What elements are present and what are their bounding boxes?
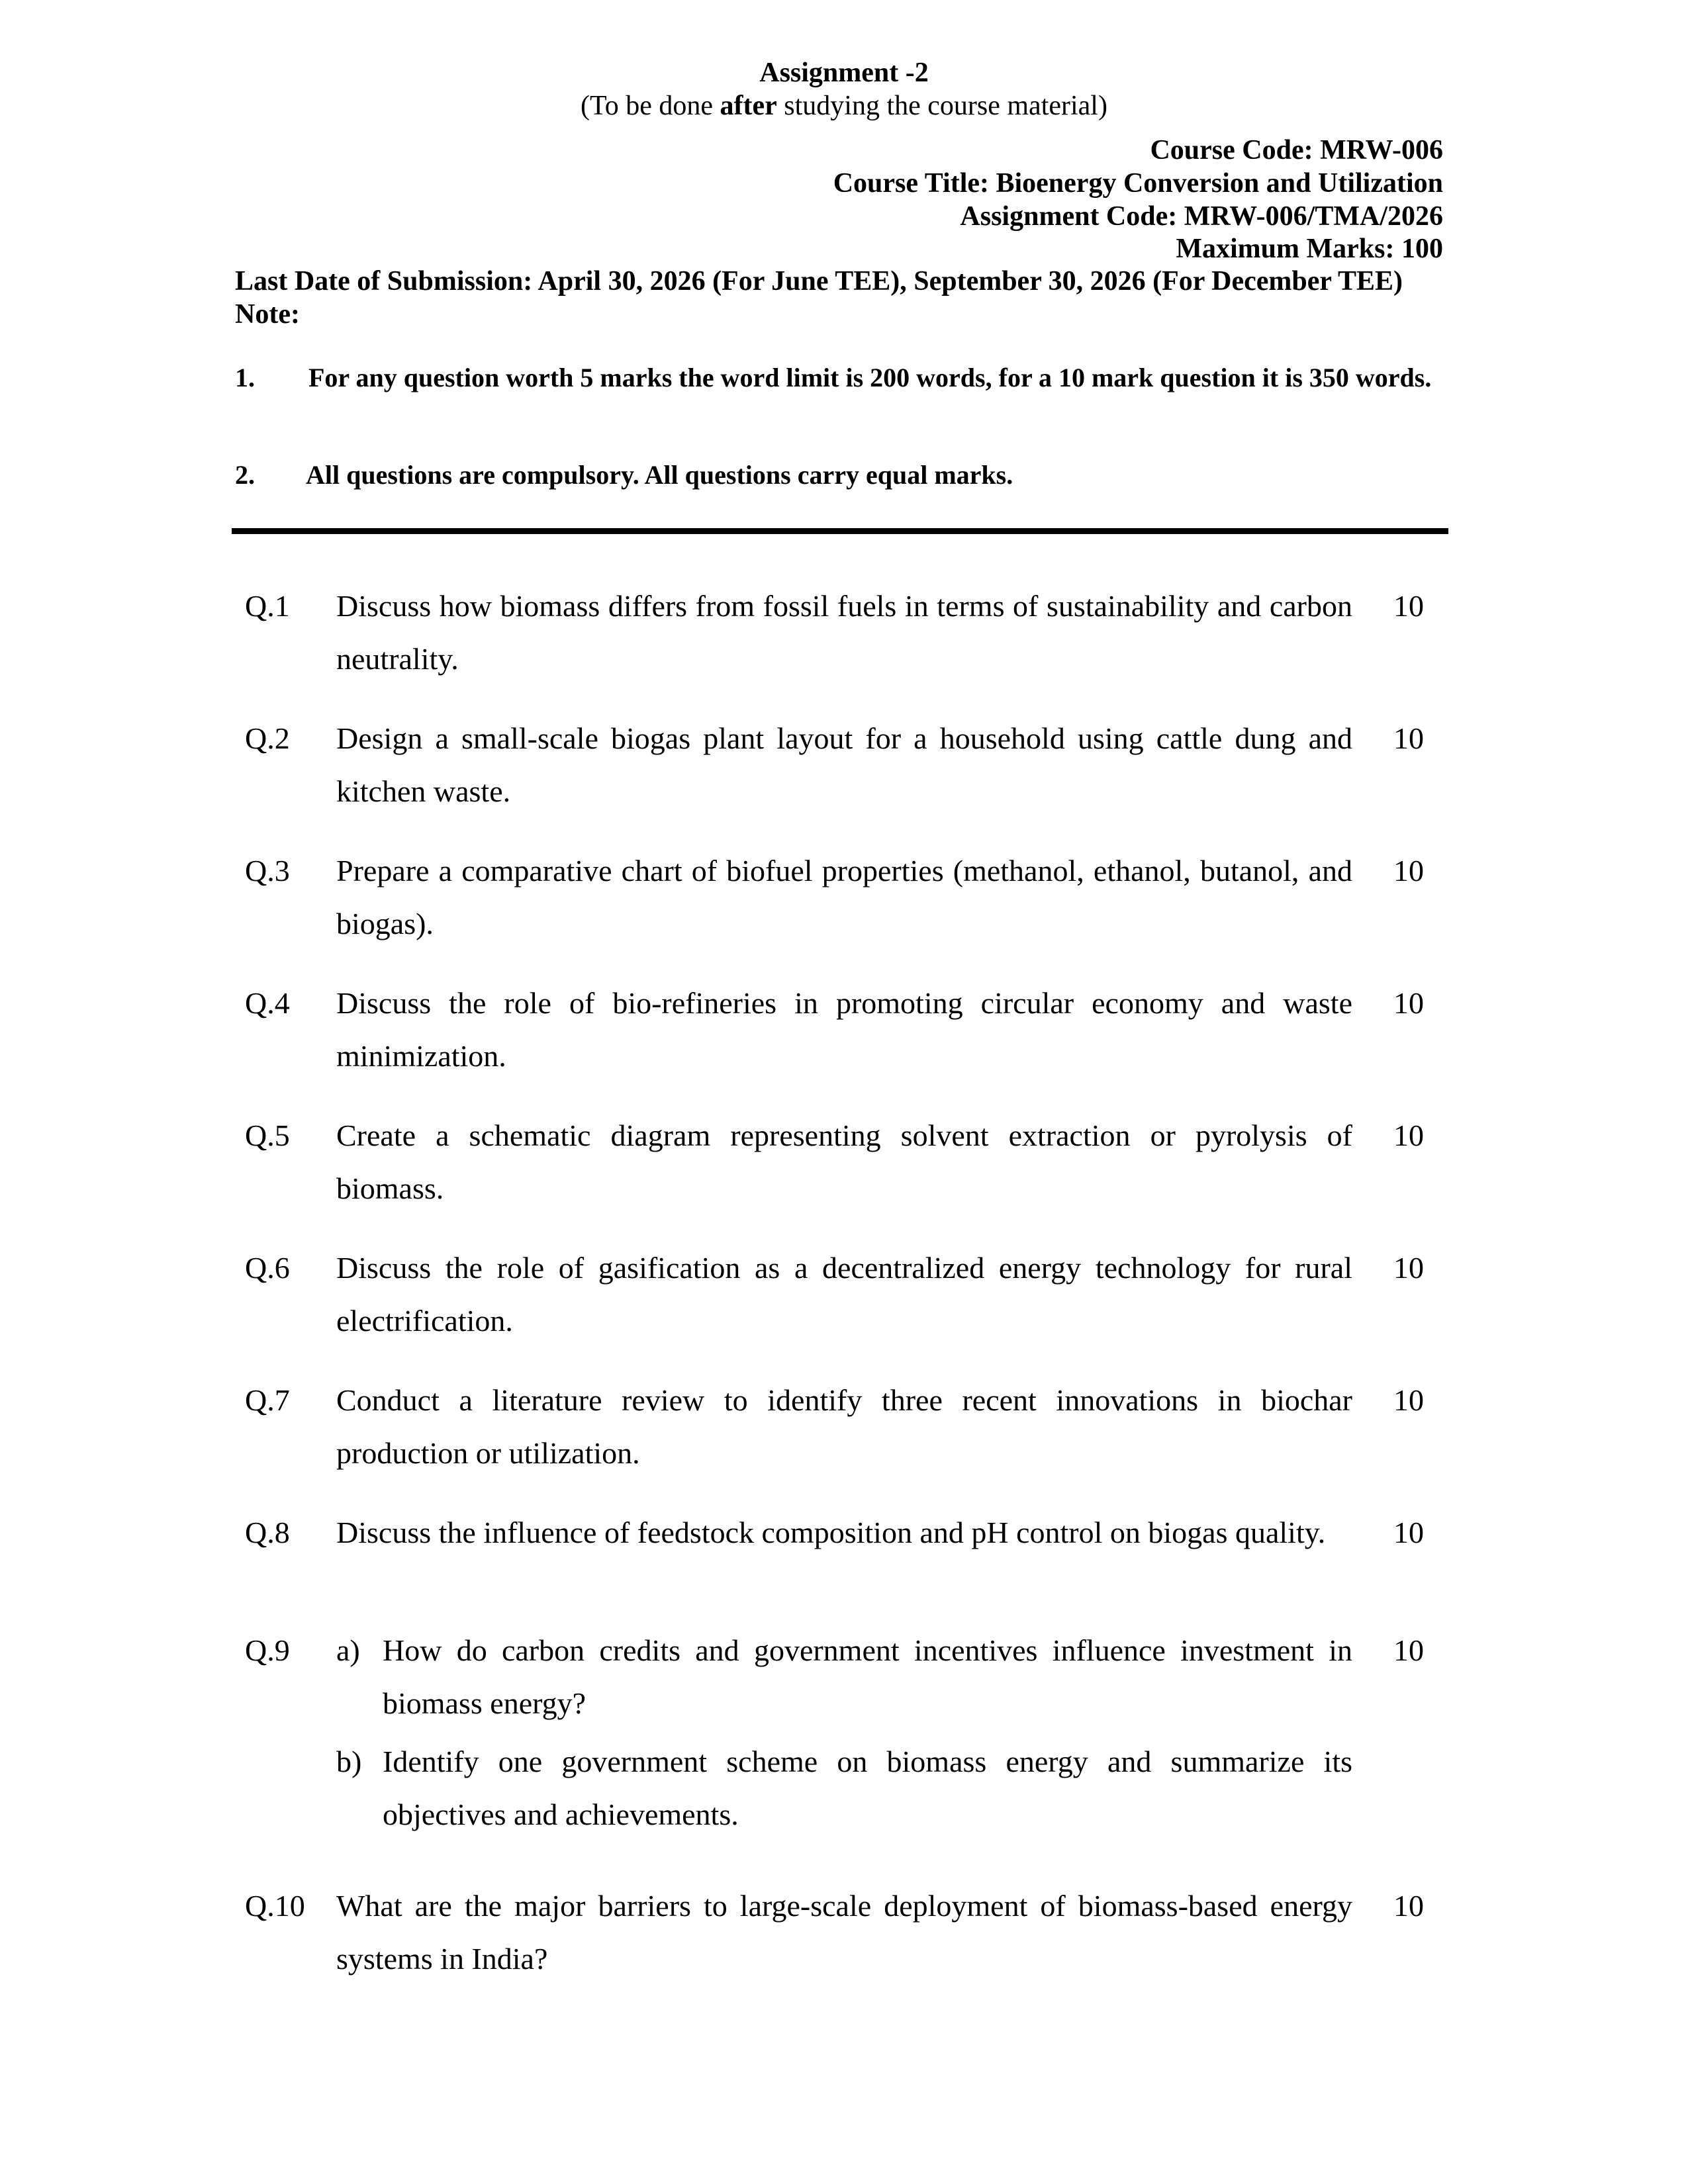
assignment-code: Assignment Code: MRW-006/TMA/2026 — [960, 201, 1443, 232]
question-marks: 10 — [1393, 1516, 1424, 1549]
maximum-marks: Maximum Marks: 100 — [1176, 234, 1443, 264]
course-code: Course Code: MRW-006 — [1150, 135, 1443, 165]
question-marks: 10 — [1393, 1889, 1424, 1923]
question-marks: 10 — [1393, 1633, 1424, 1667]
note-number: 2. — [235, 460, 255, 490]
question-number: Q.1 — [245, 589, 290, 623]
question-text: What are the major barriers to large-scale deployment of biomass-based energy systems in India? — [336, 1889, 1352, 1976]
question-number: Q.3 — [245, 854, 290, 887]
question-text: Design a small-scale biogas plant layout for a household using cattle dung and kitchen waste. — [336, 721, 1352, 808]
question-text: Conduct a literature review to identify three recent innovations in biochar production or utilization. — [336, 1383, 1352, 1470]
question-text: Discuss the role of bio-refineries in promoting circular economy and waste minimization. — [336, 986, 1352, 1073]
question-number: Q.9 — [245, 1633, 290, 1667]
subtitle-prefix: (To be done — [581, 91, 720, 121]
subtitle-suffix: studying the course material) — [776, 91, 1107, 121]
last-date-of-submission: Last Date of Submission: April 30, 2026 (For June TEE), September 30, 2026 (For December TEE) — [235, 266, 1403, 296]
question-text: Discuss the influence of feedstock composition and pH control on biogas quality. — [336, 1516, 1326, 1549]
question-marks: 10 — [1393, 721, 1424, 755]
subtitle-emphasis: after — [720, 91, 777, 121]
sub-question-letter: b) — [336, 1745, 362, 1778]
note-number: 1. — [235, 363, 255, 392]
question-number: Q.7 — [245, 1383, 290, 1417]
question-text: Discuss the role of gasification as a decentralized energy technology for rural electrification. — [336, 1251, 1352, 1338]
question-number: Q.2 — [245, 721, 290, 755]
sub-question-letter: a) — [336, 1633, 360, 1667]
question-marks: 10 — [1393, 1383, 1424, 1417]
question-number: Q.5 — [245, 1118, 290, 1152]
question-marks: 10 — [1393, 854, 1424, 887]
section-divider — [232, 528, 1448, 534]
question-text: Prepare a comparative chart of biofuel properties (methanol, ethanol, butanol, and biogas). — [336, 854, 1352, 940]
note-label: Note: — [235, 299, 300, 330]
question-text: Discuss how biomass differs from fossil fuels in terms of sustainability and carbon neutrality. — [336, 589, 1352, 676]
question-number: Q.8 — [245, 1516, 290, 1549]
sub-question-text: How do carbon credits and government incentives influence investment in biomass energy? — [383, 1633, 1352, 1720]
sub-question-text: Identify one government scheme on biomass energy and summarize its objectives and achievements. — [383, 1745, 1352, 1831]
question-text: Create a schematic diagram representing solvent extraction or pyrolysis of biomass. — [336, 1118, 1352, 1205]
question-number: Q.6 — [245, 1251, 290, 1285]
assignment-title: Assignment -2 — [759, 58, 929, 88]
question-number: Q.4 — [245, 986, 290, 1020]
question-marks: 10 — [1393, 1251, 1424, 1285]
question-marks: 10 — [1393, 589, 1424, 623]
question-marks: 10 — [1393, 1118, 1424, 1152]
question-marks: 10 — [1393, 986, 1424, 1020]
note-text: For any question worth 5 marks the word limit is 200 words, for a 10 mark question it is 350 words. — [308, 363, 1432, 392]
course-title: Course Title: Bioenergy Conversion and Utilization — [833, 168, 1443, 199]
question-number: Q.10 — [245, 1889, 305, 1923]
assignment-subtitle — [0, 89, 1688, 123]
note-text: All questions are compulsory. All questions carry equal marks. — [306, 460, 1013, 490]
